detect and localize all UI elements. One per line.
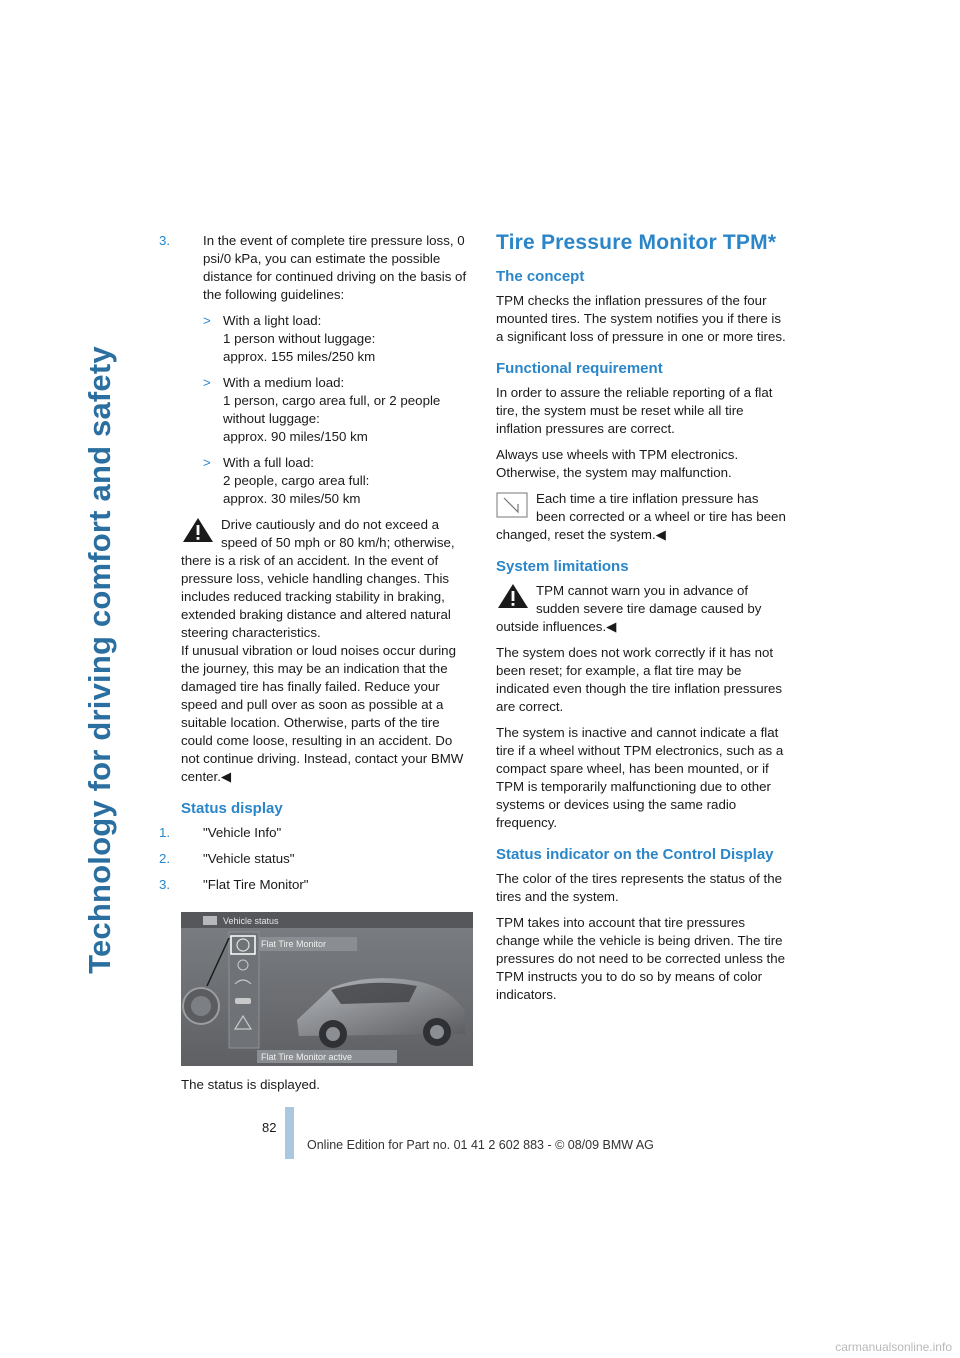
list-item-3 xyxy=(159,232,473,304)
indicator-text-2: TPM takes into account that tire pressures change while the vehicle is being driven. The tire pressures do not need to be corrected unless the TPM instructs you to do so by means of color indicators. xyxy=(496,915,786,1002)
func-note-text: Each time a tire inflation pressure has been corrected or a wheel or tire has been changed, reset the system. xyxy=(496,491,786,542)
warning-triangle-icon xyxy=(496,582,530,610)
bullet-line: 1 person without luggage: xyxy=(223,331,376,346)
item-number: 2. xyxy=(159,851,171,866)
limits-warning-text: TPM cannot warn you in advance of sudden severe tire damage caused by outside influences. xyxy=(496,583,762,634)
bullet-marker: > xyxy=(203,313,211,328)
limits-text-2: The system is inactive and cannot indicate a flat tire if a wheel without TPM electronics, such as a compact spare wheel, has been mounted, or if TPM is temporarily malfunctioning due to other systems or devices using the same radio frequency. xyxy=(496,725,784,830)
control-display-screenshot xyxy=(181,912,473,1066)
watermark: carmanualsonline.info xyxy=(835,1340,952,1354)
status-item-3 xyxy=(159,876,473,894)
bullet-line: approx. 155 miles/250 km xyxy=(223,349,376,364)
system-limitations-heading: System limitations xyxy=(496,558,629,575)
left-column xyxy=(159,232,473,1102)
end-mark: ◀ xyxy=(606,619,617,634)
bullet-marker: > xyxy=(203,455,211,470)
status-display-heading: Status display xyxy=(181,800,283,817)
limits-warning-block xyxy=(496,582,788,636)
bullet-marker: > xyxy=(203,375,211,390)
item-text: "Flat Tire Monitor" xyxy=(203,877,309,892)
screenshot-caption: The status is displayed. xyxy=(181,1077,320,1092)
screen-title: Vehicle status xyxy=(223,916,279,926)
item-text: In the event of complete tire pressure loss, 0 psi/0 kPa, you can estimate the possible distance for continued driving on the basis of the following guidelines: xyxy=(203,233,467,302)
chapter-side-title: Technology for driving comfort and safety xyxy=(82,346,117,974)
item-number: 1. xyxy=(159,825,171,840)
screen-menu-item: Flat Tire Monitor xyxy=(261,939,327,949)
status-item-1 xyxy=(159,824,473,842)
warning-text-2: If unusual vibration or loud noises occur during the journey, this may be an indication that the damaged tire has finally failed. Reduce your speed and pull over as soon as possible at a suitable location. Otherwise, parts of the tire could come loose, resulting in an accident. Do not continue driving. Instead, contact your BMW center. xyxy=(181,643,464,784)
right-column xyxy=(496,232,788,1012)
note-block xyxy=(496,490,788,544)
item-text: "Vehicle Info" xyxy=(203,825,282,840)
load-bullet-light xyxy=(181,312,473,366)
end-mark: ◀ xyxy=(220,769,232,784)
end-mark: ◀ xyxy=(655,527,666,542)
load-bullet-full xyxy=(181,454,473,508)
bullet-line: approx. 90 miles/150 km xyxy=(223,429,368,444)
concept-heading: The concept xyxy=(496,268,585,285)
warning-triangle-icon xyxy=(181,516,215,544)
item-number: 3. xyxy=(159,877,171,892)
limits-text-1: The system does not work correctly if it has not been reset; for example, a flat tire may be indicated even though the tire inflation pressures are correct. xyxy=(496,645,783,714)
bullet-line: With a medium load: xyxy=(223,375,345,390)
bullet-line: 2 people, cargo area full: xyxy=(223,473,370,488)
warning-block xyxy=(181,516,473,786)
func-text-1: In order to assure the reliable reporting of a flat tire, the system must be reset while all tire inflation pressures are correct. xyxy=(496,385,773,436)
screen-status-bar: Flat Tire Monitor active xyxy=(261,1052,353,1062)
footer-edition: Online Edition for Part no. 01 41 2 602 883 - © 08/09 BMW AG xyxy=(307,1138,654,1152)
page-number: 82 xyxy=(262,1120,277,1135)
control-display-illustration xyxy=(181,912,473,1066)
bullet-line: approx. 30 miles/50 km xyxy=(223,491,361,506)
note-arrow-icon xyxy=(496,492,530,518)
concept-text: TPM checks the inflation pressures of the four mounted tires. The system notifies you if there is a significant loss of pressure in one or more tires. xyxy=(496,293,786,344)
functional-requirement-heading: Functional requirement xyxy=(496,360,663,377)
indicator-text-1: The color of the tires represents the status of the tires and the system. xyxy=(496,871,783,904)
footer-accent-bar xyxy=(285,1107,294,1159)
bullet-line: With a full load: xyxy=(223,455,314,470)
bullet-line: With a light load: xyxy=(223,313,322,328)
item-number: 3. xyxy=(159,233,171,248)
load-bullet-medium xyxy=(181,374,473,446)
func-text-2: Always use wheels with TPM electronics. Otherwise, the system may malfunction. xyxy=(496,447,739,480)
status-indicator-heading: Status indicator on the Control Display xyxy=(496,846,774,863)
warning-text: Drive cautiously and do not exceed a speed of 50 mph or 80 km/h; otherwise, there is a risk of an accident. In the event of pressure loss, vehicle handling changes. This includes reduced tracking stability in braking, extended braking distance and altered natural steering characteristics. xyxy=(181,517,455,640)
item-text: "Vehicle status" xyxy=(203,851,295,866)
main-heading: Tire Pressure Monitor TPM* xyxy=(496,231,777,254)
bullet-line: 1 person, cargo area full, or 2 people without luggage: xyxy=(223,393,441,426)
status-item-2 xyxy=(159,850,473,868)
